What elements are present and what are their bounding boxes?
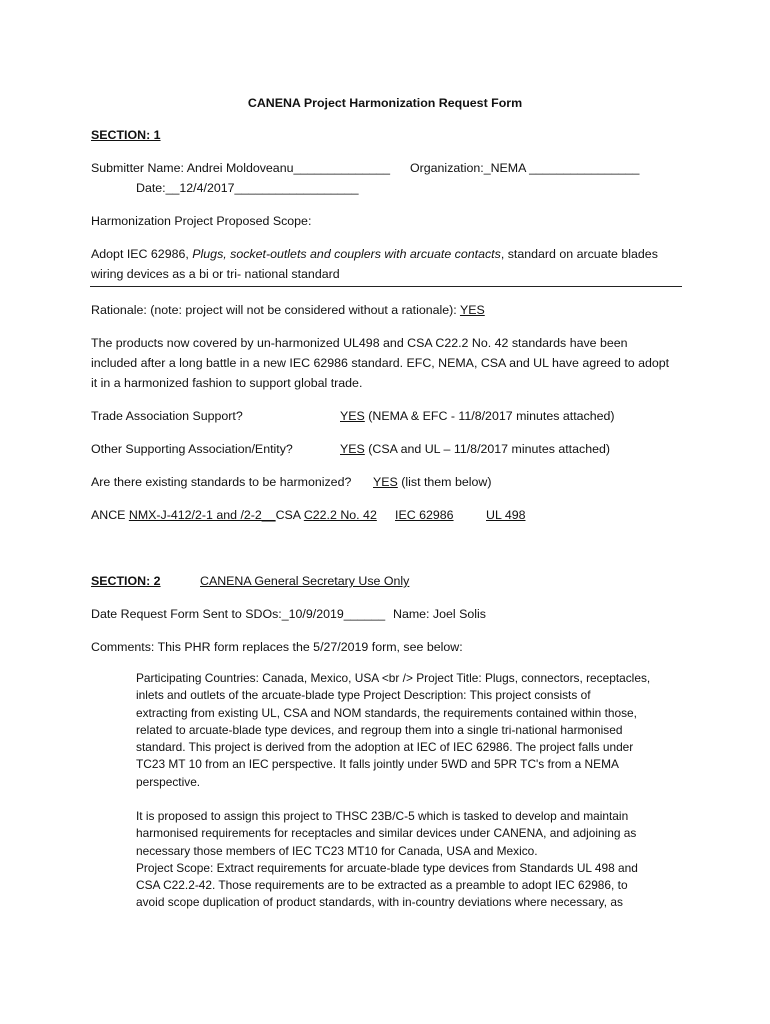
paragraph-1-line: inlets and outlets of the arcuate-blade type Project Description: This project consists of (136, 688, 591, 703)
standard-iec: IEC 62986 (395, 508, 454, 522)
trade-association-label: Trade Association Support? (91, 409, 243, 423)
paragraph-2-line: harmonised requirements for receptacles and similar devices under CANENA, and adjoining as (136, 826, 637, 841)
paragraph-1-line: extracting from existing UL, CSA and NOM standards, the requirements contained within those, (136, 705, 637, 720)
comments-paragraph-2 (136, 808, 684, 912)
paragraph-1-line: related to arcuate-blade type devices, and regroup them into a single tri-national harmonised (136, 722, 623, 737)
scope-post: , standard on arcuate blades (500, 247, 658, 261)
standard-ance: NMX-J-412/2-1 and /2-2__ (128, 508, 276, 522)
scope-text-line-1 (91, 246, 658, 262)
paragraph-2-line: avoid scope duplication of product standards, with in-country deviations where necessary, as (136, 895, 623, 910)
other-association-answer (340, 441, 610, 457)
paragraph-2-line: CSA C22.2-42. Those requirements are to be extracted as a preamble to adopt IEC 62986, to (136, 878, 628, 893)
section-2-spacer (155, 573, 199, 587)
comments-paragraph-1 (136, 670, 684, 791)
existing-standards-answer (373, 474, 491, 490)
other-association-note: (CSA and UL – 11/8/2017 minutes attached) (364, 442, 611, 456)
submitter-name-field: Submitter Name: Andrei Moldoveanu______________ (91, 161, 390, 175)
paragraph-2-line: necessary those members of IEC TC23 MT10 for Canada, USA and Mexico. (136, 843, 538, 858)
rationale-label: Rationale: (note: project will not be considered without a rationale): (91, 303, 460, 317)
trade-association-note: (NEMA & EFC - 11/8/2017 minutes attached) (364, 409, 615, 423)
standards-csa-prefix: CSA (275, 508, 304, 522)
paragraph-1-line: Participating Countries: Canada, Mexico, USA <br /> Project Title: Plugs, connectors, receptacles, (136, 671, 651, 685)
rationale-value: YES (459, 303, 485, 317)
organization-field: Organization:_NEMA ________________ (410, 161, 640, 175)
paragraph-1-line: TC23 MT 10 from an IEC perspective. It falls jointly under 5WD and 5PR TC's from a NEMA (136, 757, 619, 772)
comments-line: Comments: This PHR form replaces the 5/27/2019 form, see below: (91, 640, 463, 654)
paragraph-1-line: perspective. (136, 774, 201, 789)
scope-pre: Adopt IEC 62986, (91, 247, 193, 261)
section-2-heading: SECTION: 2 (91, 574, 161, 588)
other-association-value: YES (340, 442, 365, 456)
form-title: CANENA Project Harmonization Request Form (247, 96, 523, 110)
rationale-text-line-1: The products now covered by un-harmonized UL498 and CSA C22.2 No. 42 standards have been (91, 336, 628, 350)
name-field: Name: Joel Solis (393, 607, 486, 621)
section-2-subheading: CANENA General Secretary Use Only (200, 574, 410, 588)
paragraph-1-line: standard. This project is derived from the adoption at IEC of IEC 62986. The project falls under (136, 740, 634, 755)
existing-standards-note: (list them below) (397, 475, 492, 489)
standard-ul: UL 498 (486, 508, 526, 522)
rationale-line (91, 302, 485, 318)
rationale-text-line-3: it in a harmonized fashion to support global trade. (91, 376, 363, 390)
scope-label: Harmonization Project Proposed Scope: (91, 214, 312, 228)
trade-association-value: YES (340, 409, 365, 423)
date-field: Date:__12/4/2017__________________ (136, 181, 359, 195)
trade-association-answer (340, 408, 615, 424)
existing-standards-label: Are there existing standards to be harmonized? (91, 475, 352, 489)
scope-divider (90, 286, 682, 287)
scope-text-line-2: wiring devices as a bi or tri- national standard (91, 267, 340, 281)
standard-csa: C22.2 No. 42 (303, 508, 377, 522)
standards-ance-prefix: ANCE (91, 508, 129, 522)
other-association-label: Other Supporting Association/Entity? (91, 442, 293, 456)
existing-standards-value: YES (373, 475, 398, 489)
paragraph-2-line: It is proposed to assign this project to THSC 23B/C-5 which is tasked to develop and maintain (136, 809, 629, 823)
paragraph-2-line: Project Scope: Extract requirements for arcuate-blade type devices from Standards UL 498 and (136, 860, 638, 875)
scope-standard-title: Plugs, socket-outlets and couplers with arcuate contacts (192, 247, 501, 261)
date-sent-field: Date Request Form Sent to SDOs:_10/9/2019______ (91, 607, 386, 621)
standards-list-ance (91, 507, 377, 523)
section-1-heading: SECTION: 1 (91, 128, 161, 142)
rationale-text-line-2: included after a long battle in a new IEC 62986 standard. EFC, NEMA, CSA and UL have agreed to adopt (91, 356, 670, 370)
